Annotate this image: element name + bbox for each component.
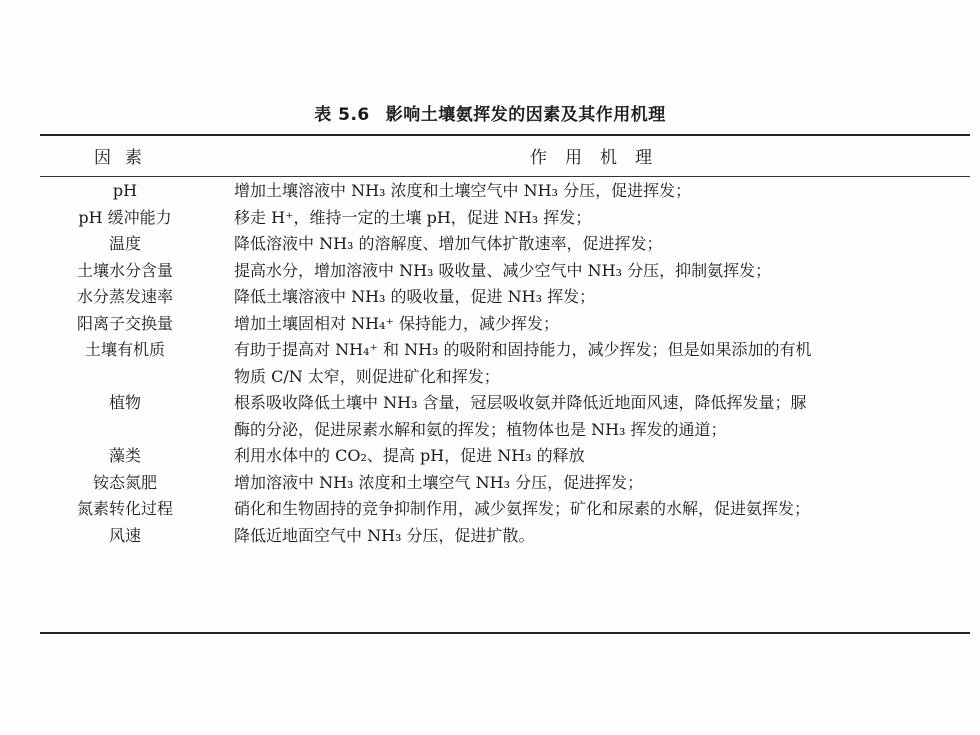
factor-cell: 土壤有机质 [84,340,165,359]
mechanism-line: 增加土壤固相对 NH₄⁺ 保持能力，减少挥发； [234,313,559,333]
mechanism-cell [234,311,964,338]
mechanism-line: 移走 H⁺，维持一定的土壤 pH，促进 NH₃ 挥发； [234,207,592,227]
mechanism-cell [234,470,964,497]
mechanism-line: 增加溶液中 NH₃ 浓度和土壤空气 NH₃ 分压，促进挥发； [234,472,644,492]
header-factor: 因素 [94,148,156,168]
factor-cell: 阳离子交换量 [76,313,173,333]
factor-cell: pH 缓冲能力 [78,207,172,227]
mechanism-line: 增加土壤溶液中 NH₃ 浓度和土壤空气中 NH₃ 分压，促进挥发； [234,181,692,200]
factor-cell: 土壤水分含量 [76,260,173,280]
table-number: 表 5.6 [314,105,370,125]
table-body [40,178,970,549]
mechanism-cell [234,284,964,311]
header-mechanism: 作用机理 [530,148,670,168]
mechanism-cell [234,258,964,285]
factor-cell: 温度 [108,234,141,253]
table-row [40,258,970,285]
mechanism-line: 物质 C/N 太窄，则促进矿化和挥发； [234,366,500,386]
factor-cell: 植物 [108,393,141,412]
table-caption [0,100,980,125]
mechanism-cell [234,231,964,258]
mechanism-line: 降低土壤溶液中 NH₃ 的吸收量，促进 NH₃ 挥发； [234,287,596,306]
table-row [40,311,970,338]
factor-cell: 氮素转化过程 [76,499,173,518]
mechanism-line: 降低近地面空气中 NH₃ 分压，促进扩散。 [234,525,535,545]
table-row [40,205,970,232]
mechanism-cell [234,523,964,550]
mechanism-line: 根系吸收降低土壤中 NH₃ 含量，冠层吸收氨并降低近地面风速，降低挥发量；脲 [234,393,807,412]
mechanism-line: 酶的分泌，促进尿素水解和氨的挥发；植物体也是 NH₃ 挥发的通道； [234,419,727,439]
table-row [40,178,970,205]
factor-cell: 铵态氮肥 [92,472,157,492]
mechanism-cell [234,178,964,205]
table-row [40,231,970,258]
factor-cell: 藻类 [108,446,141,465]
table-top-rule [40,134,970,136]
factor-cell: 风速 [108,525,141,545]
mechanism-cell [234,443,964,470]
mechanism-cell [234,496,964,523]
mechanism-line: 提高水分，增加溶液中 NH₃ 吸收量、减少空气中 NH₃ 分压，抑制氨挥发； [234,260,772,280]
table-row [40,496,970,523]
factor-cell: pH [112,181,138,200]
table-row [40,337,970,390]
table-row [40,443,970,470]
table-bottom-rule [40,632,970,634]
table-header-row [40,143,970,169]
table-row [40,523,970,550]
factor-cell: 水分蒸发速率 [76,287,173,306]
mechanism-line: 硝化和生物固持的竞争抑制作用，减少氨挥发；矿化和尿素的水解，促进氨挥发； [234,499,811,518]
table-header-rule [40,176,970,177]
table-title: 影响土壤氨挥发的因素及其作用机理 [385,105,666,125]
mechanism-line: 有助于提高对 NH₄⁺ 和 NH₃ 的吸附和固持能力，减少挥发；但是如果添加的有机 [234,340,812,359]
mechanism-cell [234,390,964,443]
table-row [40,390,970,443]
mechanism-line: 利用水体中的 CO₂、提高 pH，促进 NH₃ 的释放 [234,446,585,465]
table-row [40,284,970,311]
table-row [40,470,970,497]
mechanism-line: 降低溶液中 NH₃ 的溶解度、增加气体扩散速率，促进挥发； [234,234,663,253]
mechanism-cell [234,337,964,390]
mechanism-cell [234,205,964,232]
